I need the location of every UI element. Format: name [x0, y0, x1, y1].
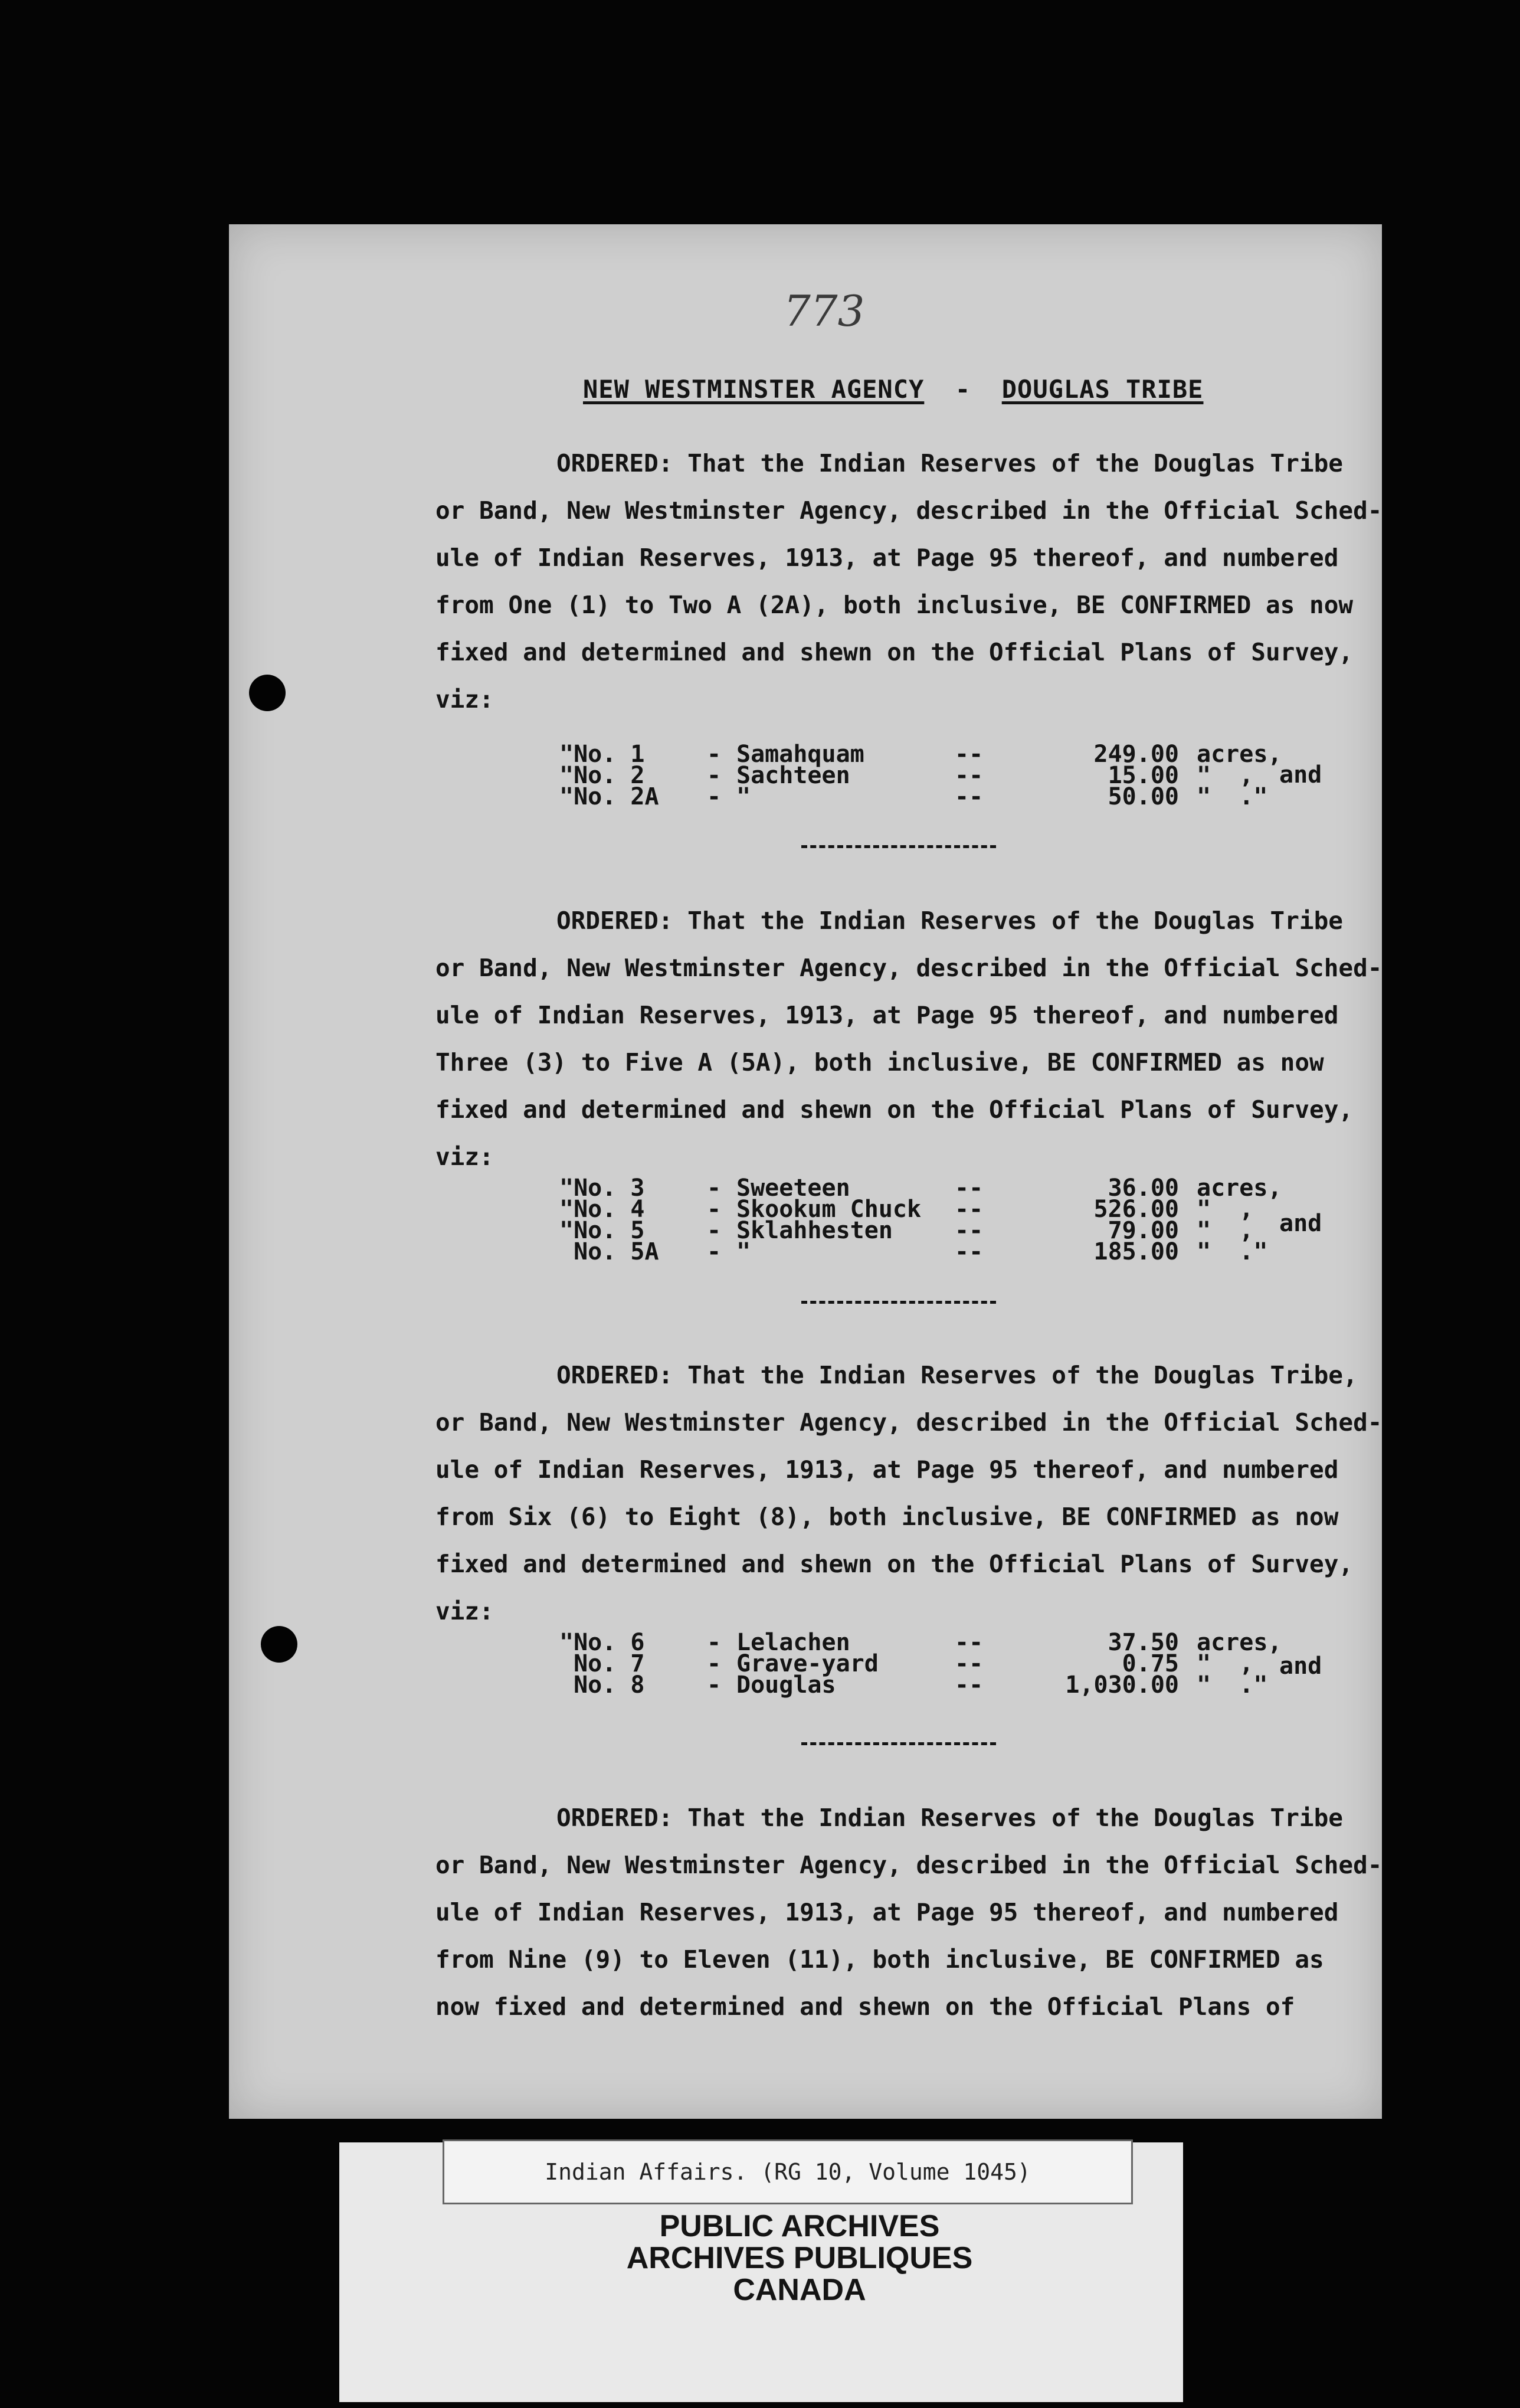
paragraph-line: from Six (6) to Eight (8), both inclusive, BE CONFIRMED as now [435, 1503, 1339, 1531]
paragraph-line: viz: [435, 685, 494, 714]
reserve-acreage: 526.00 [1093, 1196, 1179, 1223]
reserve-number: "No. 2 [559, 762, 645, 789]
punch-hole [249, 675, 286, 711]
section-divider [801, 845, 996, 848]
reserve-acreage: 1,030.00 [1065, 1671, 1179, 1699]
paragraph-line: fixed and determined and shewn on the Official Plans of Survey, [435, 638, 1354, 666]
title-separator: - [955, 375, 971, 404]
reserve-name: Lelachen [736, 1629, 850, 1656]
paragraph-line: ule of Indian Reserves, 1913, at Page 95 thereof, and numbered [435, 1455, 1339, 1484]
reserve-number: "No. 2A [559, 783, 659, 810]
reserve-separator: -- [955, 1217, 984, 1244]
reserve-number: "No. 5 [559, 1217, 645, 1244]
reserve-dash: - [707, 1238, 722, 1265]
reserve-acreage: 0.75 [1122, 1650, 1179, 1677]
page-number: 773 [784, 286, 865, 336]
archives-stamp [566, 2210, 1033, 2306]
reserve-separator: -- [955, 1671, 984, 1699]
section-divider [801, 1742, 996, 1745]
paragraph-line: fixed and determined and shewn on the Official Plans of Survey, [435, 1095, 1354, 1124]
reserve-dash: - [707, 762, 722, 789]
reserve-acreage: 37.50 [1108, 1629, 1179, 1656]
reserve-name: " [736, 783, 751, 810]
reserve-unit: " , [1197, 1196, 1254, 1223]
reserve-separator: -- [955, 1238, 984, 1265]
reserve-dash: - [707, 1196, 722, 1223]
reserve-unit: " ." [1197, 1671, 1268, 1699]
paragraph-line: or Band, New Westminster Agency, described in the Official Sched- [435, 954, 1383, 982]
reserve-name: Douglas [736, 1671, 836, 1699]
reserve-dash: - [707, 1671, 722, 1699]
reserve-dash: - [707, 741, 722, 768]
reserve-unit: " , [1197, 762, 1254, 789]
reserve-dash: - [707, 1174, 722, 1202]
reserve-unit: acres, [1197, 741, 1282, 768]
reserve-number: "No. 4 [559, 1196, 645, 1223]
paragraph-line: ORDERED: That the Indian Reserves of the Douglas Tribe [556, 907, 1343, 935]
stamp-line: PUBLIC ARCHIVES [659, 2209, 940, 2243]
archive-reference-label: Indian Affairs. (RG 10, Volume 1045) [443, 2139, 1133, 2204]
reserve-unit: acres, [1197, 1174, 1282, 1202]
reserve-name: Samahquam [736, 741, 864, 768]
reserve-name: Sachteen [736, 762, 850, 789]
reserve-dash: - [707, 1217, 722, 1244]
and-note: and [1279, 1210, 1322, 1237]
title-agency: NEW WESTMINSTER AGENCY [583, 375, 925, 404]
section-divider [801, 1301, 996, 1304]
reserve-number: No. 8 [559, 1671, 645, 1699]
reserve-number: "No. 1 [559, 741, 645, 768]
reserve-unit: " ." [1197, 1238, 1268, 1265]
reserve-dash: - [707, 1629, 722, 1656]
reserve-name: Grave-yard [736, 1650, 879, 1677]
punch-hole [261, 1626, 297, 1663]
reserve-name: Sweeteen [736, 1174, 850, 1202]
reserve-separator: -- [955, 741, 984, 768]
paragraph-line: viz: [435, 1597, 494, 1625]
reserve-separator: -- [955, 1629, 984, 1656]
document-page [229, 224, 1382, 2119]
order-paragraph-1 [435, 440, 1383, 723]
order-paragraph-2 [435, 897, 1383, 1180]
paragraph-line: from Nine (9) to Eleven (11), both inclusive, BE CONFIRMED as [435, 1945, 1324, 1974]
paragraph-line: from One (1) to Two A (2A), both inclusive, BE CONFIRMED as now [435, 591, 1354, 619]
reserve-separator: -- [955, 1196, 984, 1223]
reserve-acreage: 79.00 [1108, 1217, 1179, 1244]
paragraph-line: or Band, New Westminster Agency, described in the Official Sched- [435, 496, 1383, 525]
paragraph-line: ORDERED: That the Indian Reserves of the Douglas Tribe [556, 1804, 1343, 1832]
reserve-name: Skookum Chuck [736, 1196, 922, 1223]
paragraph-line: now fixed and determined and shewn on the Official Plans of [435, 1993, 1295, 2021]
paragraph-line: ule of Indian Reserves, 1913, at Page 95 thereof, and numbered [435, 1898, 1339, 1926]
order-paragraph-4 [435, 1794, 1383, 2030]
and-note: and [1279, 1653, 1322, 1680]
reserve-acreage: 50.00 [1108, 783, 1179, 810]
reserve-unit: " ." [1197, 783, 1268, 810]
reserve-separator: -- [955, 783, 984, 810]
paragraph-line: or Band, New Westminster Agency, described in the Official Sched- [435, 1851, 1383, 1879]
reserve-unit: " , [1197, 1217, 1254, 1244]
order-paragraph-3 [435, 1352, 1383, 1635]
reserve-acreage: 185.00 [1093, 1238, 1179, 1265]
reserve-acreage: 249.00 [1093, 741, 1179, 768]
stamp-line: CANADA [733, 2273, 866, 2307]
paragraph-line: or Band, New Westminster Agency, described in the Official Sched- [435, 1408, 1383, 1437]
document-title [583, 375, 1203, 404]
paragraph-line: ule of Indian Reserves, 1913, at Page 95 thereof, and numbered [435, 544, 1339, 572]
paragraph-line: viz: [435, 1143, 494, 1171]
reserve-dash: - [707, 783, 722, 810]
reserve-unit: acres, [1197, 1629, 1282, 1656]
reserve-number: "No. 3 [559, 1174, 645, 1202]
paragraph-line: ORDERED: That the Indian Reserves of the Douglas Tribe [556, 449, 1343, 477]
reserve-number: No. 5A [559, 1238, 659, 1265]
reserve-number: "No. 6 [559, 1629, 645, 1656]
reserve-acreage: 15.00 [1108, 762, 1179, 789]
reserve-separator: -- [955, 1650, 984, 1677]
reserve-number: No. 7 [559, 1650, 645, 1677]
paragraph-line: fixed and determined and shewn on the Official Plans of Survey, [435, 1550, 1354, 1578]
paragraph-line: ORDERED: That the Indian Reserves of the Douglas Tribe, [556, 1361, 1358, 1389]
paragraph-line: ule of Indian Reserves, 1913, at Page 95 thereof, and numbered [435, 1001, 1339, 1029]
title-tribe: DOUGLAS TRIBE [1001, 375, 1204, 404]
reserve-name: " [736, 1238, 751, 1265]
reserve-acreage: 36.00 [1108, 1174, 1179, 1202]
stamp-line: ARCHIVES PUBLIQUES [626, 2241, 973, 2275]
reserve-separator: -- [955, 762, 984, 789]
reserve-name: Sklahhesten [736, 1217, 893, 1244]
and-note: and [1279, 761, 1322, 789]
reserve-unit: " , [1197, 1650, 1254, 1677]
paragraph-line: Three (3) to Five A (5A), both inclusive, BE CONFIRMED as now [435, 1048, 1324, 1077]
reserve-separator: -- [955, 1174, 984, 1202]
reserve-dash: - [707, 1650, 722, 1677]
